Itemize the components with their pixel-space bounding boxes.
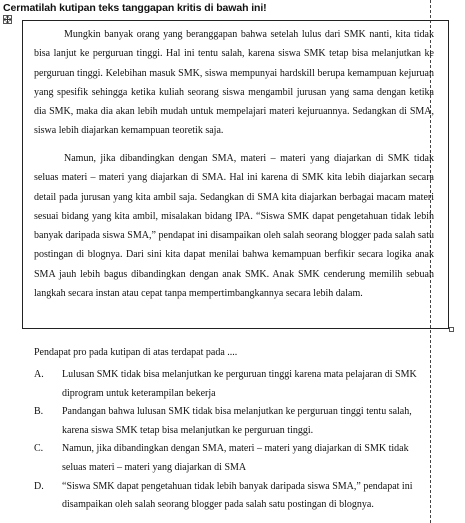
option-text: “Siswa SMK dapat pengetahuan tidak lebih banyak daripada siswa SMA,” pendapat ini disampaikan oleh salah seorang blogger pada salah satu postingan di blognya. xyxy=(62,480,413,511)
option-letter: D. xyxy=(34,480,44,492)
question-text: Pendapat pro pada kutipan di atas terdapat pada .... xyxy=(34,347,238,358)
instruction-heading: Cermatilah kutipan teks tanggapan kritis di bawah ini! xyxy=(3,2,267,14)
answer-options xyxy=(34,366,434,515)
passage-paragraph-2 xyxy=(34,149,434,303)
option-letter: C. xyxy=(34,443,44,455)
option-letter: A. xyxy=(34,369,44,380)
passage-paragraph-1-text: Mungkin banyak orang yang beranggapan bahwa setelah lulus dari SMK nanti, kita tidak bisa lanjut ke perguruan tinggi. Hal ini tentu salah, karena siswa SMK tetap bisa melanjutkan ke perguruan tinggi. Kelebihan masuk SMK, siswa mempunyai hardskill berupa kemampuan kejuruan yang spesifik sehingga ketika kuliah seorang siswa mengambil jurusan yang sama dengan ketika dia SMK, maka dia akan lebih mudah untuk mempelajari materi kejuruannya. Sedangkan di SMA, siswa lebih diajarkan kemampuan teoretik saja. xyxy=(34,29,434,137)
option-b[interactable] xyxy=(34,403,434,440)
option-c[interactable] xyxy=(34,440,434,477)
table-resize-handle[interactable] xyxy=(449,327,454,332)
passage-paragraph-2-text: Namun, jika dibandingkan dengan SMA, materi – materi yang diajarkan di SMK tidak seluas materi – materi yang diajarkan di SMA. Hal ini karena di SMK kita lebih diajarkan secara detail pada jurusan yang kita ambil saja. Sedangkan di SMA kita diajarkan berbagai macam materi sesuai bidang yang kita ambil, misalakan bidang IPA. “Siswa SMK dapat pengetahuan tidak lebih banyak daripada siswa SMA,” pendapat ini disampaikan oleh salah seorang blogger pada salah satu postingan di blognya. Dari sini kita dapat menilai bahwa kemampuan berfikir secara logika anak SMA jauh lebih bagus dibandingkan dengan anak SMK. Anak SMK cenderung memilih sebuah langkah secara instan atau cepat tanpa mempertimbangkannya secara lebih dalam. xyxy=(34,153,434,300)
option-a[interactable] xyxy=(34,366,434,403)
option-text: Lulusan SMK tidak bisa melanjutkan ke perguruan tinggi karena mata pelajaran di SMK diprogram untuk keterampilan bekerja xyxy=(62,369,417,399)
table-move-handle-icon[interactable] xyxy=(3,15,12,24)
option-letter: B. xyxy=(34,406,44,418)
passage-paragraph-1 xyxy=(34,25,434,141)
option-text: Namun, jika dibandingkan dengan SMA, materi – materi yang diajarkan di SMK tidak seluas materi – materi yang diajarkan di SMA xyxy=(62,443,409,473)
option-text: Pandangan bahwa lulusan SMK tidak bisa melanjutkan ke perguruan tinggi tentu salah, karena siswa SMK tetap bisa melanjutkan ke perguruan tinggi. xyxy=(62,406,412,436)
option-d[interactable] xyxy=(34,478,434,515)
